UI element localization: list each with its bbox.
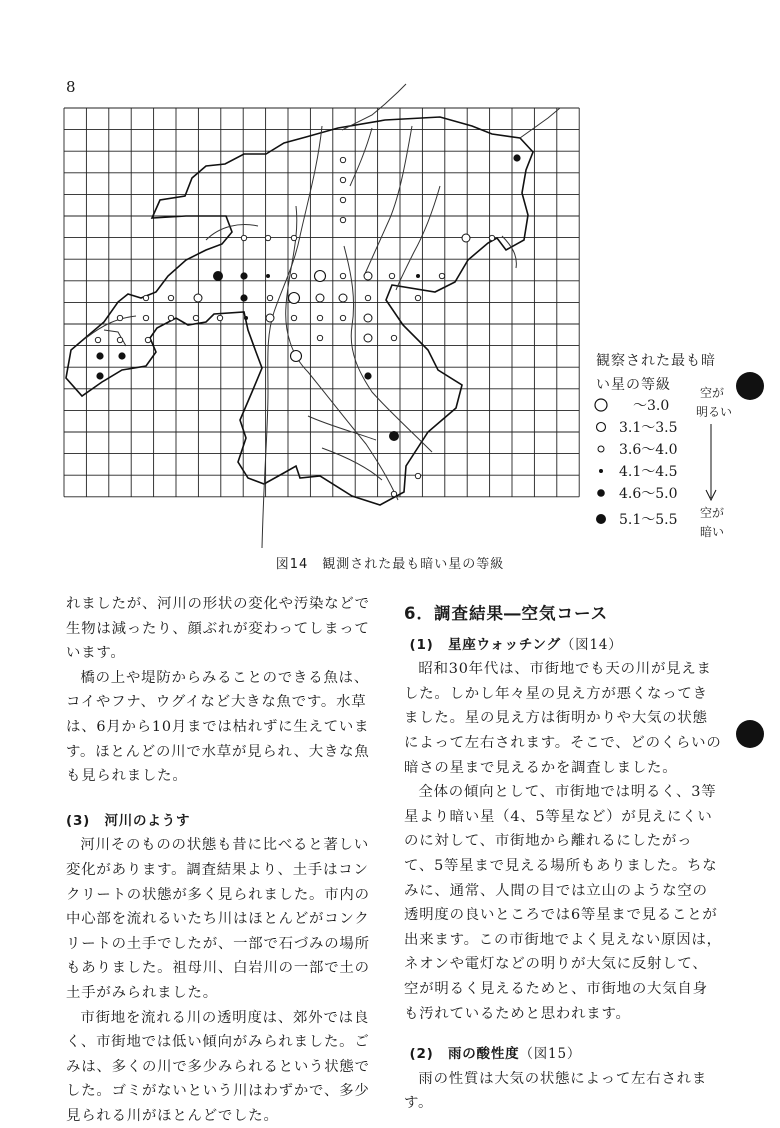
open-circle-medium-marker — [316, 294, 324, 302]
open-circle-small-marker — [117, 337, 122, 342]
open-circle-medium-marker — [339, 294, 347, 302]
dot-medium-marker — [96, 352, 103, 359]
open-circle-large-marker — [315, 271, 326, 282]
paragraph: 雨の性質は大気の状態によって左右されます。 — [404, 1067, 722, 1116]
open-circle-small-icon — [593, 441, 609, 457]
open-circle-small-marker — [439, 273, 444, 278]
dot-medium-marker — [240, 294, 247, 301]
open-circle-medium-marker — [364, 334, 372, 342]
legend-label: 3.6～4.0 — [619, 439, 678, 459]
dot-medium-marker — [364, 372, 371, 379]
open-circle-small-marker — [317, 315, 322, 320]
legend-label: 5.1～5.5 — [619, 509, 678, 529]
legend-item — [593, 508, 678, 530]
heading-text: 星座ウォッチング — [448, 637, 561, 653]
open-circle-small-marker — [217, 315, 222, 320]
legend-item — [593, 460, 678, 482]
legend-item — [593, 394, 669, 416]
paragraph: れましたが、河川の形状の変化や汚染などで生物は減ったり、顔ぶれが変わってしまっています。 — [66, 592, 378, 666]
open-circle-small-marker — [291, 235, 296, 240]
paragraph: 河川そのものの状態も昔に比べると著しい変化があります。調査結果より、土手はコンクリートの状態が多く見られました。市内の中心部を流れるいたち川はほとんどがコンクリートの土手でしたが、一部で石づみの場所もありました。祖母川、白岩川の一部で土の土手がみられました。 — [66, 833, 378, 1005]
open-circle-small-marker — [145, 337, 150, 342]
page-number: 8 — [66, 78, 76, 96]
open-circle-large-marker — [291, 351, 302, 362]
right-column — [404, 602, 722, 1116]
heading-text: 河川のようす — [104, 813, 190, 829]
legend-label: 4.6～5.0 — [619, 483, 678, 503]
open-circle-small-marker — [265, 235, 270, 240]
open-circle-small-marker — [317, 335, 322, 340]
left-column — [66, 592, 378, 1128]
dot-medium-marker — [513, 154, 520, 161]
open-circle-small-marker — [415, 473, 420, 478]
open-circle-small-marker — [117, 315, 122, 320]
open-circle-medium-marker — [194, 294, 202, 302]
binder-hole — [736, 372, 764, 400]
open-circle-small-marker — [193, 315, 198, 320]
open-circle-small-marker — [291, 315, 296, 320]
heading-number: (3) — [66, 813, 90, 829]
dot-medium-marker — [118, 352, 125, 359]
paragraph: 昭和30年代は、市街地でも天の川が見えました。しかし年々星の見え方が悪くなってきました。星の見え方は街明かりや大気の状態によって左右されます。そこで、どのくらいの暗さの星まで見えるかを調査しました。 — [404, 657, 722, 780]
open-circle-small-marker — [340, 217, 345, 222]
figure-caption: 図14 観測された最も暗い星の等級 — [0, 553, 780, 572]
open-circle-large-marker — [289, 293, 300, 304]
open-circle-small-marker — [95, 337, 100, 342]
bright-sky-note-line-2: 明るい — [696, 404, 732, 421]
dot-large-marker — [389, 431, 399, 441]
open-circle-small-marker — [340, 177, 345, 182]
dark-sky-note-line-1: 空が — [700, 505, 724, 522]
dot-small-icon — [593, 463, 609, 479]
paragraph: 市街地を流れる川の透明度は、郊外では良く、市街地では低い傾向がみられました。ごみは、多くの川で多少みられるという状態でした。ゴミがないという川はわずかで、多少見られる川がほとんどでした。 — [66, 1006, 378, 1128]
section-title: 6．調査結果―空気コース — [404, 602, 722, 627]
dot-large-icon — [593, 511, 609, 527]
dot-medium-icon — [593, 485, 609, 501]
legend-label: 3.1～3.5 — [619, 417, 678, 437]
dot-small-marker — [266, 274, 270, 278]
heading-number: (2) — [410, 1046, 434, 1062]
dot-small-marker — [244, 316, 248, 320]
open-circle-small-marker — [340, 273, 345, 278]
down-arrow-icon — [703, 424, 719, 502]
paragraph: 橋の上や堤防からみることのできる魚は、コイやフナ、ウグイなど大きな魚です。水草は、6月から10月までは枯れずに生えています。ほとんどの川で水草が見られ、大きな魚も見られました。 — [66, 666, 378, 789]
heading-text: 雨の酸性度 — [448, 1046, 520, 1062]
open-circle-small-marker — [391, 335, 396, 340]
open-circle-medium-marker — [364, 314, 372, 322]
open-circle-small-marker — [340, 157, 345, 162]
open-circle-small-marker — [340, 197, 345, 202]
open-circle-small-marker — [489, 235, 494, 240]
region-boundary — [66, 117, 533, 505]
section-heading — [66, 809, 378, 834]
legend-label: ～3.0 — [619, 395, 669, 415]
legend-title-line-1: 観察された最も暗 — [596, 350, 716, 372]
open-circle-small-marker — [340, 315, 345, 320]
open-circle-small-marker — [143, 315, 148, 320]
map-grid — [64, 108, 579, 497]
dot-medium-marker — [96, 372, 103, 379]
open-circle-small-marker — [168, 295, 173, 300]
open-circle-small-marker — [267, 295, 272, 300]
open-circle-small-marker — [241, 235, 246, 240]
open-circle-small-marker — [168, 315, 173, 320]
paragraph: 全体の傾向として、市街地では明るく、3等星より暗い星（4、5等星など）が見えにくいのに対して、市街地から離れるにしたがって、5等星まで見える場所もありました。ちなみに、通常、人間の目では立山のような空の透明度の良いところでは6等星まで見ることが出来ます。この市街地でよく見えない原因は，ネオンや電灯などの明りが大気に反射して、空が明るく見えるためと、市街地の大気自身も汚れているためと思われます。 — [404, 780, 722, 1026]
legend-item — [593, 416, 678, 438]
open-circle-small-marker — [415, 295, 420, 300]
dark-sky-note-line-2: 暗い — [700, 524, 724, 541]
section-heading — [404, 1042, 722, 1067]
open-circle-small-marker — [391, 491, 396, 496]
bright-sky-note-line-1: 空が — [700, 385, 724, 402]
open-circle-small-marker — [143, 295, 148, 300]
dot-large-marker — [213, 271, 223, 281]
open-circle-medium-marker — [364, 272, 372, 280]
legend-label: 4.1～4.5 — [619, 461, 678, 481]
magnitude-symbols — [95, 154, 520, 496]
open-circle-medium-marker — [462, 234, 470, 242]
heading-number: (1) — [410, 637, 434, 653]
open-circle-medium-icon — [593, 419, 609, 435]
open-circle-small-marker — [365, 295, 370, 300]
legend-title-line-2: い星の等級 — [596, 374, 671, 396]
figure-ref: （図14） — [561, 637, 623, 653]
open-circle-small-marker — [291, 273, 296, 278]
section-heading — [404, 633, 722, 658]
open-circle-small-marker — [389, 273, 394, 278]
figure-ref: （図15） — [519, 1046, 581, 1062]
legend-item — [593, 438, 678, 460]
open-circle-medium-marker — [266, 314, 274, 322]
dot-small-marker — [416, 274, 420, 278]
binder-hole — [736, 720, 764, 748]
dot-medium-marker — [240, 272, 247, 279]
open-circle-large-icon — [593, 397, 609, 413]
legend-item — [593, 482, 678, 504]
